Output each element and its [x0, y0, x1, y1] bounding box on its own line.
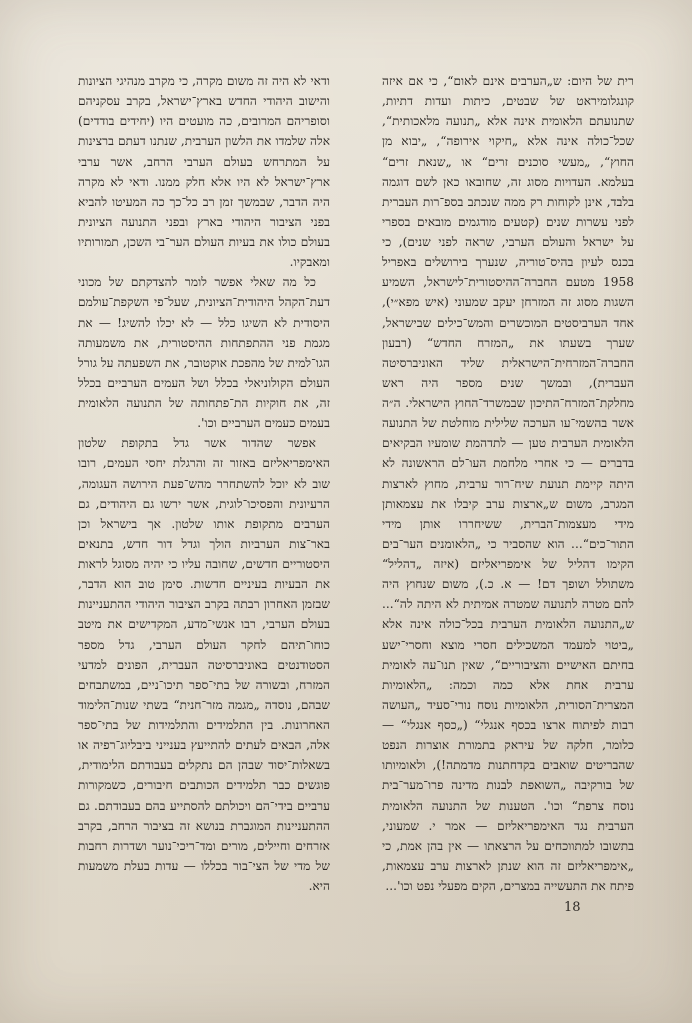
- paragraph: כל מה שאלי אפשר לומר להצדקתם של מכוני דעת־הקהל היהודית־הציונית, שעל־פי השקפת־עולמם היסודית לא השיגו כלל — לא יכלו להשיג! — את מגמת פני ההתפתחות ההיסטורית, את משמעותה הגו־למית של מהפכת אוקטובר, את השפעתה על גורל העולם הקולוניאלי בכלל ושל העמים הערביים בכלל זה, את חוקיות הת־פתחותה של התנועה הלאומית בעמים כעמים הערביים וכו'.: [78, 275, 330, 431]
- paragraph: אפשר שהדור אשר גדל בתקופת שלטון האימפריאליזם באזור זה והרגלת יחסי העמים, רובו שוב לא יוכל להשתחרר מהש־פעת הירושה העגומה, הרעיונית והפסיכו־לוגית, אשר ירשו גם היהודים, גם הערבים מתקופת אותו שלטון. אך בישראל וכן באר־צות הערביות הולך וגדל דור חדש, בתנאים היסטוריים חדשים, שחובה עליו כי יהיה מסוגל לראות את הבעיות בעיניים חדשות. סימן טוב הוא הדבר, שבזמן האחרון רבתה בקרב הציבור היהודי ההתעניינות בעולם הערבי, רבו אנשי־מדע, המקדישים את מיטב כוחו־תיהם לחקר העולם הערבי, גדל מספר הסטודנטים באוניברסיטה העברית, הפונים למדעי המזרח, ובשורה של בתי־ספר תיכו־ניים, במשתבחים שבהם, נוסדה „מגמה מזר־חנית“ בשתי שנות־הלימוד האחרונות. בין התלמידים והתלמידות של בתי־ספר אלה, הבאים לעתים להתייעץ בענייני ביבליוג־רפיה או בשאלות־יסוד שבהן הם נתקלים בעבודתם הלימודית, פוגשים כבר תלמידים הכותבים חיבורים, כשמקורות ערביים בידי־הם ויכולתם להסתייע בהם בעבודתם. גם ההתעניינות המוגברת בנושא זה בציבור הרחב, בקרב אזרחים וחיילים, מורים ומד־ריכי־נוער ושדרות רחבות של מדי של הצי־בור בכללו — עדות בעלת משמעות היא.: [78, 436, 330, 893]
- page-number: 18: [564, 900, 581, 915]
- paragraph: רית של היום: ש„הערבים אינם לאום“, כי אם איזה קונגלומיראט של שבטים, כיתות ועדות דתיות, שתנועתם הלאומית אינה אלא „תנועה מלאכותית“, שכל־כולה אינה אלא „חיקוי אירופה“, „יבוא מן החוץ“, „מעשי סוכנים זרים“ או „שנאת זרים“ בעלמא. העדויות מסוג זה, שחובאו כאן לשם דוגמה בלבד, אינן לקוחות רק ממה שנכתב בספ־רות העברית לפני עשרות שנים (קטעים מודגמים מובאים בספרי על ישראל והעולם הערבי, שראה לפני שנים), כי בכנס לעיון בהיס־טוריה, שנערך בירושלים באפריל 1958 מטעם החברה־ההיסטורית־לישראל, השמיע השגות מסוג זה המזרחן יעקב שמעוני (איש מפא״י), אחד הערביסטים המוכשרים והמש־כילים שבישראל, שערך בשעתו את „המזרח החדש“ (רבעון החברה־המזרחית־הישראלית שליד האוניברסיטה העברית), ובמשך שנים מספר היה ראש מחלקת־המזרח־התיכון שבמשרד־החוץ הישראלי. ה״ה אשר בהשמי־עו הערכה שלילית מוחלטת של התנועה הלאומית הערבית טען — לתדהמת שומעיו הבקיאים בדברים — כי אחרי מלחמת העו־לם הראשונה לא היתה קיימת תנועת שיח־רור ערבית, מחוץ לארצות המגרב, משום ש„ארצות ערב קיבלו את עצמאותן מידי מעצמות־הברית, ששיחררו אותן מידי התור־כים“... הוא שהסביר כי „הלאומנים הער־בים הקימו דהליל של אימפריאליזם (איזה „דהליל“ משתולל ושופך דם! — א. כ.), משום שנחוץ היה להם מטרה לתנועה שמטרה אמיתית לא היתה לה“... ש„התנועה הלאומית הערבית בכל־כולה אינה אלא „ביטוי למעמד המשכילים חסרי מוצא וחסרי־ישע בחיתם האישיים והציבוריים“, שאין תנו־עה לאומית ערבית אחת אלא כמה וכמה: „הלאומיות המצרית־הסורית, הלאומיות נוסח נורי־סעיד „העושה רבות לפיתוח ארצו בכסף אנגלי“ („כסף אנגלי“ — כלומר, חלקה של עיראק בתמורת אוצרות הנפט שהבריטים שואבים בקדחתנות מדמתה!), ולאומיותו של בורקיבה „השואפת לבנות מדינה פרו־מער־בית נוסח צרפת“ וכו'. הטענות של התנועה הלאומית הערבית נגד האימפריאליזם — אמר י. שמעוני, בתשובו למתווכחים על הרצאתו — אין בהן אמת, כי „אימפריאליזם זה הוא שנתן לארצות ערב עצמאות, פיתח את התעשייה במצרים, הקים מפעלי נפט וכו'...: [382, 74, 634, 893]
- text-column-left: [78, 71, 330, 896]
- text-column-right: [382, 71, 634, 896]
- paragraph: ודאי לא היה זה משום מקרה, כי מקרב מנהיגי הציונות והישוב היהודי החדש בארץ־ישראל, בקרב עסקניהם וסופריהם המרובים, כה מועטים היו (יחידים בודדים) אלה שלמדו את הלשון הערבית, שנתנו דעתם ברצינות על המתרחש בעולם הערבי הרחב, אשר ערבי ארץ־ישראל לא היו אלא חלק ממנו. ודאי לא מקרה היה הדבר, שבמשך זמן רב כל־כך כה המעיטו להביא בפני הציבור היהודי בארץ ובפני התנועה הציונית בעולם כולו את בעיות העולם הער־בי השכן, תמורותיו ומאבקיו.: [78, 74, 330, 270]
